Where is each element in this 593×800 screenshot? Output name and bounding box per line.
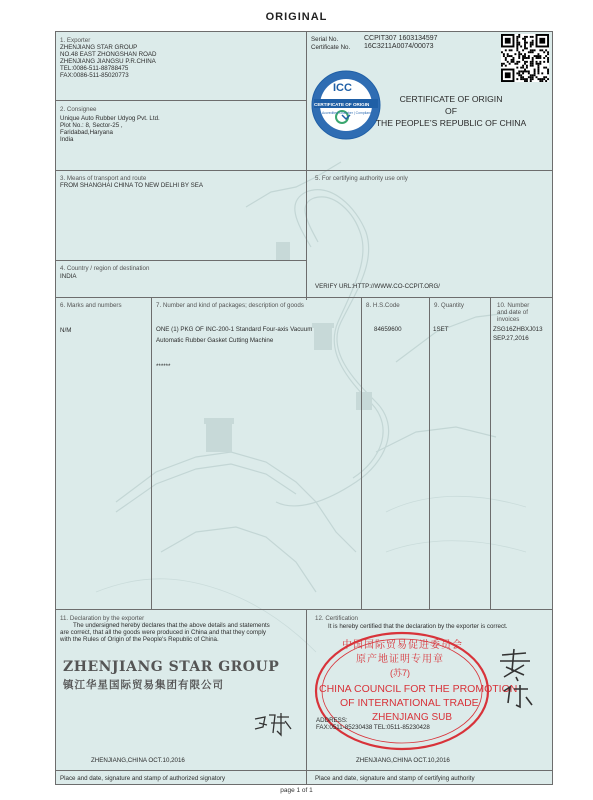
certification-line: It is hereby certified that the declaration by the exporter is correct. [328,623,508,630]
col-invoice-header: and date of [497,309,528,316]
consignee-line: Unique Auto Rubber Udyog Pvt. Ltd. [60,115,160,122]
divider [56,260,306,261]
seal-abbr: ICC [333,82,352,94]
exporter-line: TEL:0086-511-88788475 [60,65,129,72]
destination-label: 4. Country / region of destination [60,265,150,272]
divider [306,609,307,784]
exporter-place-date: ZHENJIANG,CHINA OCT.10,2016 [91,757,185,764]
document-title: ORIGINAL [265,11,328,23]
divider [56,100,306,101]
exporter-line: ZHENJIANG JIANGSU P.R.CHINA [60,58,156,65]
certification-label: 12. Certification [315,615,358,622]
company-name-cn: 镇江华星国际贸易集团有限公司 [63,679,224,691]
destination-value: INDIA [60,273,77,280]
certifier-signature-icon [496,647,536,712]
divider [56,297,552,298]
quantity-value: 1SET [433,326,449,333]
col-marks-header: 6. Marks and numbers [60,302,122,309]
serial-label: Serial No. [311,36,339,43]
serial-value: CCPIT307 1603134597 [364,35,438,42]
certificate-no-label: Certificate No. [311,44,351,51]
page-indicator: page 1 of 1 [280,787,313,794]
exporter-label: 1. Exporter [60,37,91,44]
exporter-line: NO.48 EAST ZHONGSHAN ROAD [60,51,157,58]
invoice-date: SEP.27,2016 [493,335,529,342]
divider [151,297,152,609]
exporter-line: ZHENJIANG STAR GROUP [60,44,138,51]
certifier-signature-caption: Place and date, signature and stamp of certifying authority [315,775,475,782]
description-line: Automatic Rubber Gasket Cutting Machine [156,337,274,344]
certificate-no-value: 16C3211A0074/00073 [364,43,434,50]
stamp-cn-line: (苏7) [390,668,410,678]
col-description-header: 7. Number and kind of packages; description of goods [156,302,304,309]
stamp-cn-line: 中国国际贸易促进委员会 [342,640,463,651]
transport-value: FROM SHANGHAI CHINA TO NEW DELHI BY SEA [60,182,204,189]
certificate-heading-3: THE PEOPLE’S REPUBLIC OF CHINA [375,118,527,128]
authority-address-label: ADDRESS: [316,717,348,724]
description-end-marker: ****** [156,363,171,370]
declaration-line: with the Rules of Origin of the People's Republic of China. [60,636,219,643]
stamp-en-line: ZHENJIANG SUB [372,712,453,723]
exporter-signature-caption: Place and date, signature and stamp of authorized signatory [60,775,226,782]
declaration-label: 11. Declaration by the exporter [60,615,145,622]
col-invoice-header: invoices [497,316,520,323]
certificate-heading-1: CERTIFICATE OF ORIGIN [399,94,503,104]
divider [306,32,307,300]
transport-label: 3. Means of transport and route [60,175,147,182]
consignee-line: India [60,136,74,143]
declaration-line: are correct, that all the goods were produced in China and that they comply [60,629,267,636]
certifying-use-label: 5. For certifying authority use only [315,175,408,182]
divider [429,297,430,609]
exporter-line: FAX:0086-511-85020773 [60,72,129,79]
consignee-label: 2. Consignee [60,106,97,113]
col-hscode-header: 8. H.S.Code [366,302,400,309]
divider [490,297,491,609]
consignee-line: Faridabad,Haryana [60,129,113,136]
authority-fax-tel: FAX:0511-85230438 TEL:0511-85230428 [316,724,430,731]
col-quantity-header: 9. Quantity [434,302,464,309]
divider [56,170,552,171]
certificate-heading-2: OF [445,106,457,116]
divider [56,770,552,771]
divider [361,297,362,609]
col-invoice-header: 10. Number [497,302,530,309]
stamp-en-line: OF INTERNATIONAL TRADE [340,697,479,709]
divider [56,609,552,610]
certificate-form [55,31,553,785]
seal-banner: CERTIFICATE OF ORIGIN [314,102,370,107]
marks-value: N/M [60,327,72,334]
qr-code-icon [501,34,549,82]
company-name-en: ZHENJIANG STAR GROUP [63,659,280,675]
hs-code-value: 84659600 [374,326,402,333]
seal-sub: Accredited Chamber | Compliance [322,111,374,115]
declaration-line: The undersigned hereby declares that the above details and statements [73,622,270,629]
stamp-cn-line: 原产地证明专用章 [356,654,444,665]
description-line: ONE (1) PKG OF INC-200-1 Standard Four-axis Vacuum [156,326,313,333]
invoice-number: ZSG16ZHBXJ013 [493,326,543,333]
exporter-signature-icon [251,709,296,739]
verify-url: VERIFY URL:HTTP://WWW.CO-CCPIT.ORG/ [315,283,441,290]
consignee-line: Plot No.: 8, Sector-25 , [60,122,123,129]
certifier-place-date: ZHENJIANG,CHINA OCT.10,2016 [356,757,450,764]
stamp-en-line: CHINA COUNCIL FOR THE PROMOTION [319,683,518,695]
